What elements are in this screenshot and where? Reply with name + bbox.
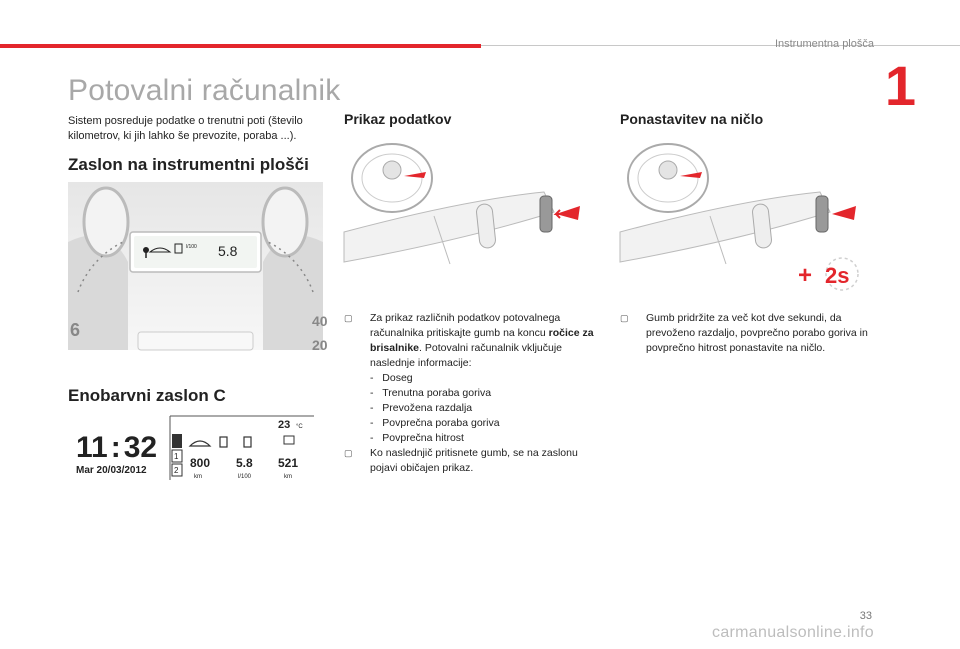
dial-number-right-top: 40: [312, 313, 328, 329]
trip-slot-2: 2: [174, 466, 179, 475]
bullet-marker: ▢: [344, 313, 353, 323]
svg-text:+: +: [798, 262, 813, 289]
header-red-rule: [0, 44, 481, 48]
trip-unit-1: km: [194, 474, 202, 480]
mono-heading: Enobarvni zaslon C: [68, 386, 226, 405]
bullet-marker: ▢: [344, 448, 353, 458]
sub-item: - Doseg: [370, 372, 413, 384]
temperature-unit: °C: [296, 424, 303, 430]
checkered-flag-icon: [284, 436, 294, 444]
display-bullet-1-text: Za prikaz različnih podatkov potovalnega računalnika pritiskajte gumb na koncu: [370, 312, 561, 339]
page-number: 33: [859, 610, 872, 622]
dial-number-left: 6: [70, 320, 81, 340]
watermark: carmanualsonline.info: [712, 624, 874, 641]
cluster-unit: l/100: [186, 244, 197, 250]
reset-text-block: [620, 311, 870, 356]
trip-value-2: 5.8: [236, 456, 253, 470]
display-bullet-2-text: Ko naslednjič pritisnete gumb, se na zaslonu pojavi običajen prikaz.: [370, 447, 578, 474]
wiper-stalk-reset-illustration: [620, 140, 870, 290]
chapter-number: 1: [884, 54, 916, 117]
clock-minutes: 32: [123, 431, 158, 464]
sub-item: - Prevožena razdalja: [370, 402, 473, 414]
intro-text: Sistem posreduje podatke o trenutni poti (število kilometrov, ki jih lahko še prevozite, poraba ...).: [68, 115, 303, 142]
hold-duration: 2s: [825, 263, 850, 288]
clock-date: Mar 20/03/2012: [76, 465, 147, 476]
wiper-stalk-button: [816, 196, 828, 232]
car-range-icon: [190, 441, 210, 446]
trip-mode-icon: [172, 434, 182, 448]
display-bullet-2: [344, 446, 602, 476]
instrument-cluster-illustration: [68, 182, 328, 353]
sub-item: - Trenutna poraba goriva: [370, 387, 492, 399]
red-arrow-icon: [832, 206, 856, 220]
sub-item: - Povprečna hitrost: [370, 432, 464, 444]
display-bullet-1-bold: ročice za brisalnike: [370, 327, 594, 354]
fuel-pump-icon: [220, 437, 227, 447]
section-label: Instrumentna plošča: [774, 38, 874, 50]
fuel-consumption-icon: [244, 437, 251, 447]
trip-unit-3: km: [284, 474, 292, 480]
display-heading: Prikaz podatkov: [344, 111, 452, 127]
dial-number-right-bottom: 20: [312, 337, 328, 353]
reset-bullet-1-text: Gumb pridržite za več kot dve sekundi, da prevoženo razdaljo, povprečno porabo goriva in povprečno hitrost ponastavite na ničlo.: [646, 312, 868, 354]
bullet-marker: ▢: [620, 313, 629, 323]
sub-item: - Povprečna poraba goriva: [370, 417, 500, 429]
temperature-value: 23: [278, 419, 291, 431]
display-bullet-1-after: . Potovalni računalnik vključuje naslednje informacije:: [370, 342, 563, 369]
instrument-heading: Zaslon na instrumentni plošči: [68, 155, 309, 174]
trip-value-3: 521: [278, 456, 299, 470]
clock-hours: 11: [76, 431, 108, 464]
mono-trip-panel: [166, 412, 316, 482]
header-grey-rule: [481, 45, 960, 46]
mono-clock: 11 : 32 Mar 20/03/2012: [76, 432, 168, 476]
trip-value-1: 800: [190, 456, 211, 470]
display-bullet-1: [344, 311, 602, 371]
trip-slot-1: 1: [174, 452, 179, 461]
display-text-block: [344, 311, 602, 476]
wiper-stalk-button: [540, 196, 552, 232]
trip-unit-2: l/100: [238, 474, 252, 480]
wiper-stalk-illustration: [344, 140, 594, 275]
reset-heading: Ponastavitev na ničlo: [620, 111, 764, 127]
cluster-reading: 5.8: [218, 243, 238, 259]
reset-bullet-1: [620, 311, 870, 356]
page-title: Potovalni računalnik: [68, 74, 341, 107]
